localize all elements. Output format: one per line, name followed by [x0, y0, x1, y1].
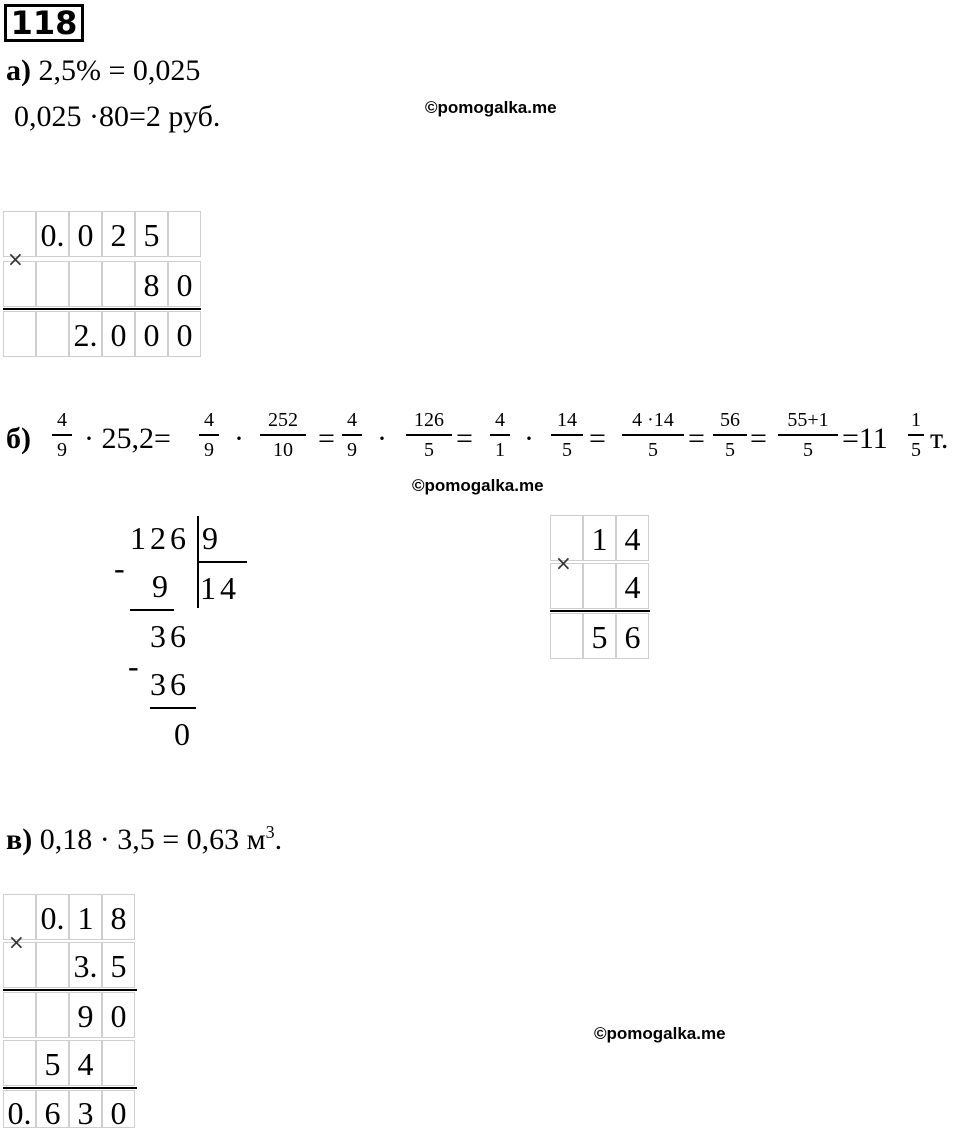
grid-cell	[36, 311, 69, 357]
grid-cell: 5	[36, 1040, 69, 1086]
watermark-1: ©pomogalka.me	[425, 98, 557, 117]
fraction	[908, 408, 924, 462]
grid-cell	[3, 992, 36, 1038]
problem-number: 118	[4, 4, 84, 42]
fraction	[342, 408, 362, 462]
division-line	[130, 609, 174, 611]
fraction-bar	[52, 434, 72, 436]
grid-cell: 0	[135, 311, 168, 357]
fraction-bar	[490, 434, 510, 436]
grid-cell: 1	[69, 894, 102, 940]
fraction-denominator: 5	[424, 439, 434, 461]
multiply-sign: ×	[555, 551, 572, 575]
grid-rule	[3, 1087, 137, 1089]
dot-operator: ·	[377, 422, 387, 455]
grid-cell: 0.	[3, 1090, 36, 1128]
grid-cell: 4	[616, 515, 649, 561]
fraction	[778, 408, 838, 462]
unit: т.	[930, 422, 949, 455]
grid-cell: 8	[102, 894, 135, 940]
grid-cell: 0.	[36, 894, 69, 940]
fraction-numerator: 126	[414, 409, 444, 431]
equals: =	[750, 422, 767, 455]
grid-cell: 5	[583, 613, 616, 659]
grid-cell: 0	[102, 1090, 135, 1128]
fraction-numerator: 4 ·14	[632, 409, 674, 431]
fraction-bar	[622, 434, 684, 436]
grid-cell: 6	[36, 1090, 69, 1128]
fraction-numerator: 4	[347, 409, 357, 431]
grid-cell: 2.	[69, 311, 102, 357]
fraction	[713, 408, 747, 462]
fraction-numerator: 55+1	[787, 409, 829, 431]
quotient: 14	[200, 570, 240, 606]
fraction-bar	[406, 434, 452, 436]
grid-cell: 0	[69, 211, 102, 257]
equals: =	[456, 422, 473, 455]
grid-cell	[3, 1040, 36, 1086]
fraction-bar	[260, 434, 306, 436]
part-c-label: в)	[6, 823, 33, 856]
grid-cell: 1	[583, 515, 616, 561]
fraction-bar	[199, 434, 219, 436]
part-b-label: б)	[6, 422, 31, 455]
fraction-denominator: 5	[803, 439, 813, 461]
grid-cell	[583, 563, 616, 609]
minus-sign: -	[114, 550, 129, 586]
watermark-3: ©pomogalka.me	[594, 1024, 726, 1043]
grid-cell	[36, 942, 69, 988]
division-line	[150, 707, 196, 709]
equals: =	[688, 422, 705, 455]
division-remainder: 36	[150, 618, 190, 654]
fraction-denominator: 1	[495, 439, 505, 461]
fraction-numerator: 4	[495, 409, 505, 431]
fraction-denominator: 10	[273, 439, 293, 461]
grid-rule	[3, 308, 201, 310]
fraction-bar	[551, 434, 583, 436]
fraction-numerator: 4	[204, 409, 214, 431]
division-step: 36	[150, 666, 190, 702]
grid-cell: 0	[102, 992, 135, 1038]
fraction-denominator: 9	[204, 439, 214, 461]
fraction-denominator: 5	[725, 439, 735, 461]
fraction	[406, 408, 452, 462]
fraction-numerator: 4	[57, 409, 67, 431]
grid-cell	[102, 1040, 135, 1086]
part-a-line1	[6, 54, 200, 88]
fraction	[52, 408, 72, 462]
minus-sign: -	[128, 648, 143, 684]
fraction-denominator: 5	[562, 439, 572, 461]
fraction-numerator: 56	[720, 409, 740, 431]
fraction-numerator: 14	[557, 409, 577, 431]
part-c-end: .	[274, 823, 283, 856]
grid-cell: 6	[616, 613, 649, 659]
division-divisor-line	[199, 561, 247, 563]
grid-cell	[3, 311, 36, 357]
grid-cell: 4	[616, 563, 649, 609]
grid-cell: 0	[168, 311, 201, 357]
fraction	[622, 408, 684, 462]
grid-cell: 2	[102, 211, 135, 257]
fraction-denominator: 9	[347, 439, 357, 461]
part-a-label: а)	[6, 54, 31, 87]
part-c-expression: 0,18 · 3,5 = 0,63 м	[39, 823, 266, 856]
grid-cell: 9	[69, 992, 102, 1038]
grid-cell: 8	[135, 261, 168, 307]
fraction	[551, 408, 583, 462]
grid-cell: 4	[69, 1040, 102, 1086]
fraction-denominator: 5	[648, 439, 658, 461]
dividend: 126	[130, 520, 190, 556]
grid-cell	[36, 992, 69, 1038]
expression-text: · 25,2=	[84, 422, 171, 455]
dot-operator: ·	[234, 422, 244, 455]
fraction-bar	[778, 434, 838, 436]
grid-cell	[550, 613, 583, 659]
fraction	[490, 408, 510, 462]
part-a-line2: 0,025 ·80=2 руб.	[14, 100, 221, 133]
fraction-denominator: 5	[911, 439, 921, 461]
grid-cell: 3	[69, 1090, 102, 1128]
fraction-bar	[342, 434, 362, 436]
fraction-bar	[713, 434, 747, 436]
grid-cell: 0	[102, 311, 135, 357]
grid-rule	[550, 610, 650, 612]
grid-rule	[3, 989, 137, 991]
fraction-numerator: 1	[911, 409, 921, 431]
watermark-2: ©pomogalka.me	[412, 476, 544, 495]
part-c-line	[6, 815, 282, 857]
equals-whole: =11	[842, 422, 888, 455]
grid-cell: 3.	[69, 942, 102, 988]
grid-cell	[69, 261, 102, 307]
superscript: 3	[265, 822, 275, 842]
grid-cell: 5	[102, 942, 135, 988]
grid-cell	[36, 261, 69, 307]
division-step: 9	[152, 568, 172, 604]
grid-cell: 0.	[36, 211, 69, 257]
part-a-percent: 2,5% = 0,025	[38, 54, 201, 87]
grid-cell: 0	[168, 261, 201, 307]
divisor: 9	[202, 520, 222, 556]
division-remainder: 0	[174, 716, 194, 752]
grid-cell	[102, 261, 135, 307]
fraction	[199, 408, 219, 462]
fraction-denominator: 9	[57, 439, 67, 461]
grid-cell: 5	[135, 211, 168, 257]
multiply-sign: ×	[7, 247, 24, 271]
multiply-sign: ×	[8, 930, 25, 954]
fraction-numerator: 252	[268, 409, 298, 431]
fraction-bar	[908, 434, 924, 436]
equals: =	[318, 422, 335, 455]
equals: =	[589, 422, 606, 455]
grid-cell	[168, 211, 201, 257]
dot-operator: ·	[524, 422, 534, 455]
fraction	[260, 408, 306, 462]
